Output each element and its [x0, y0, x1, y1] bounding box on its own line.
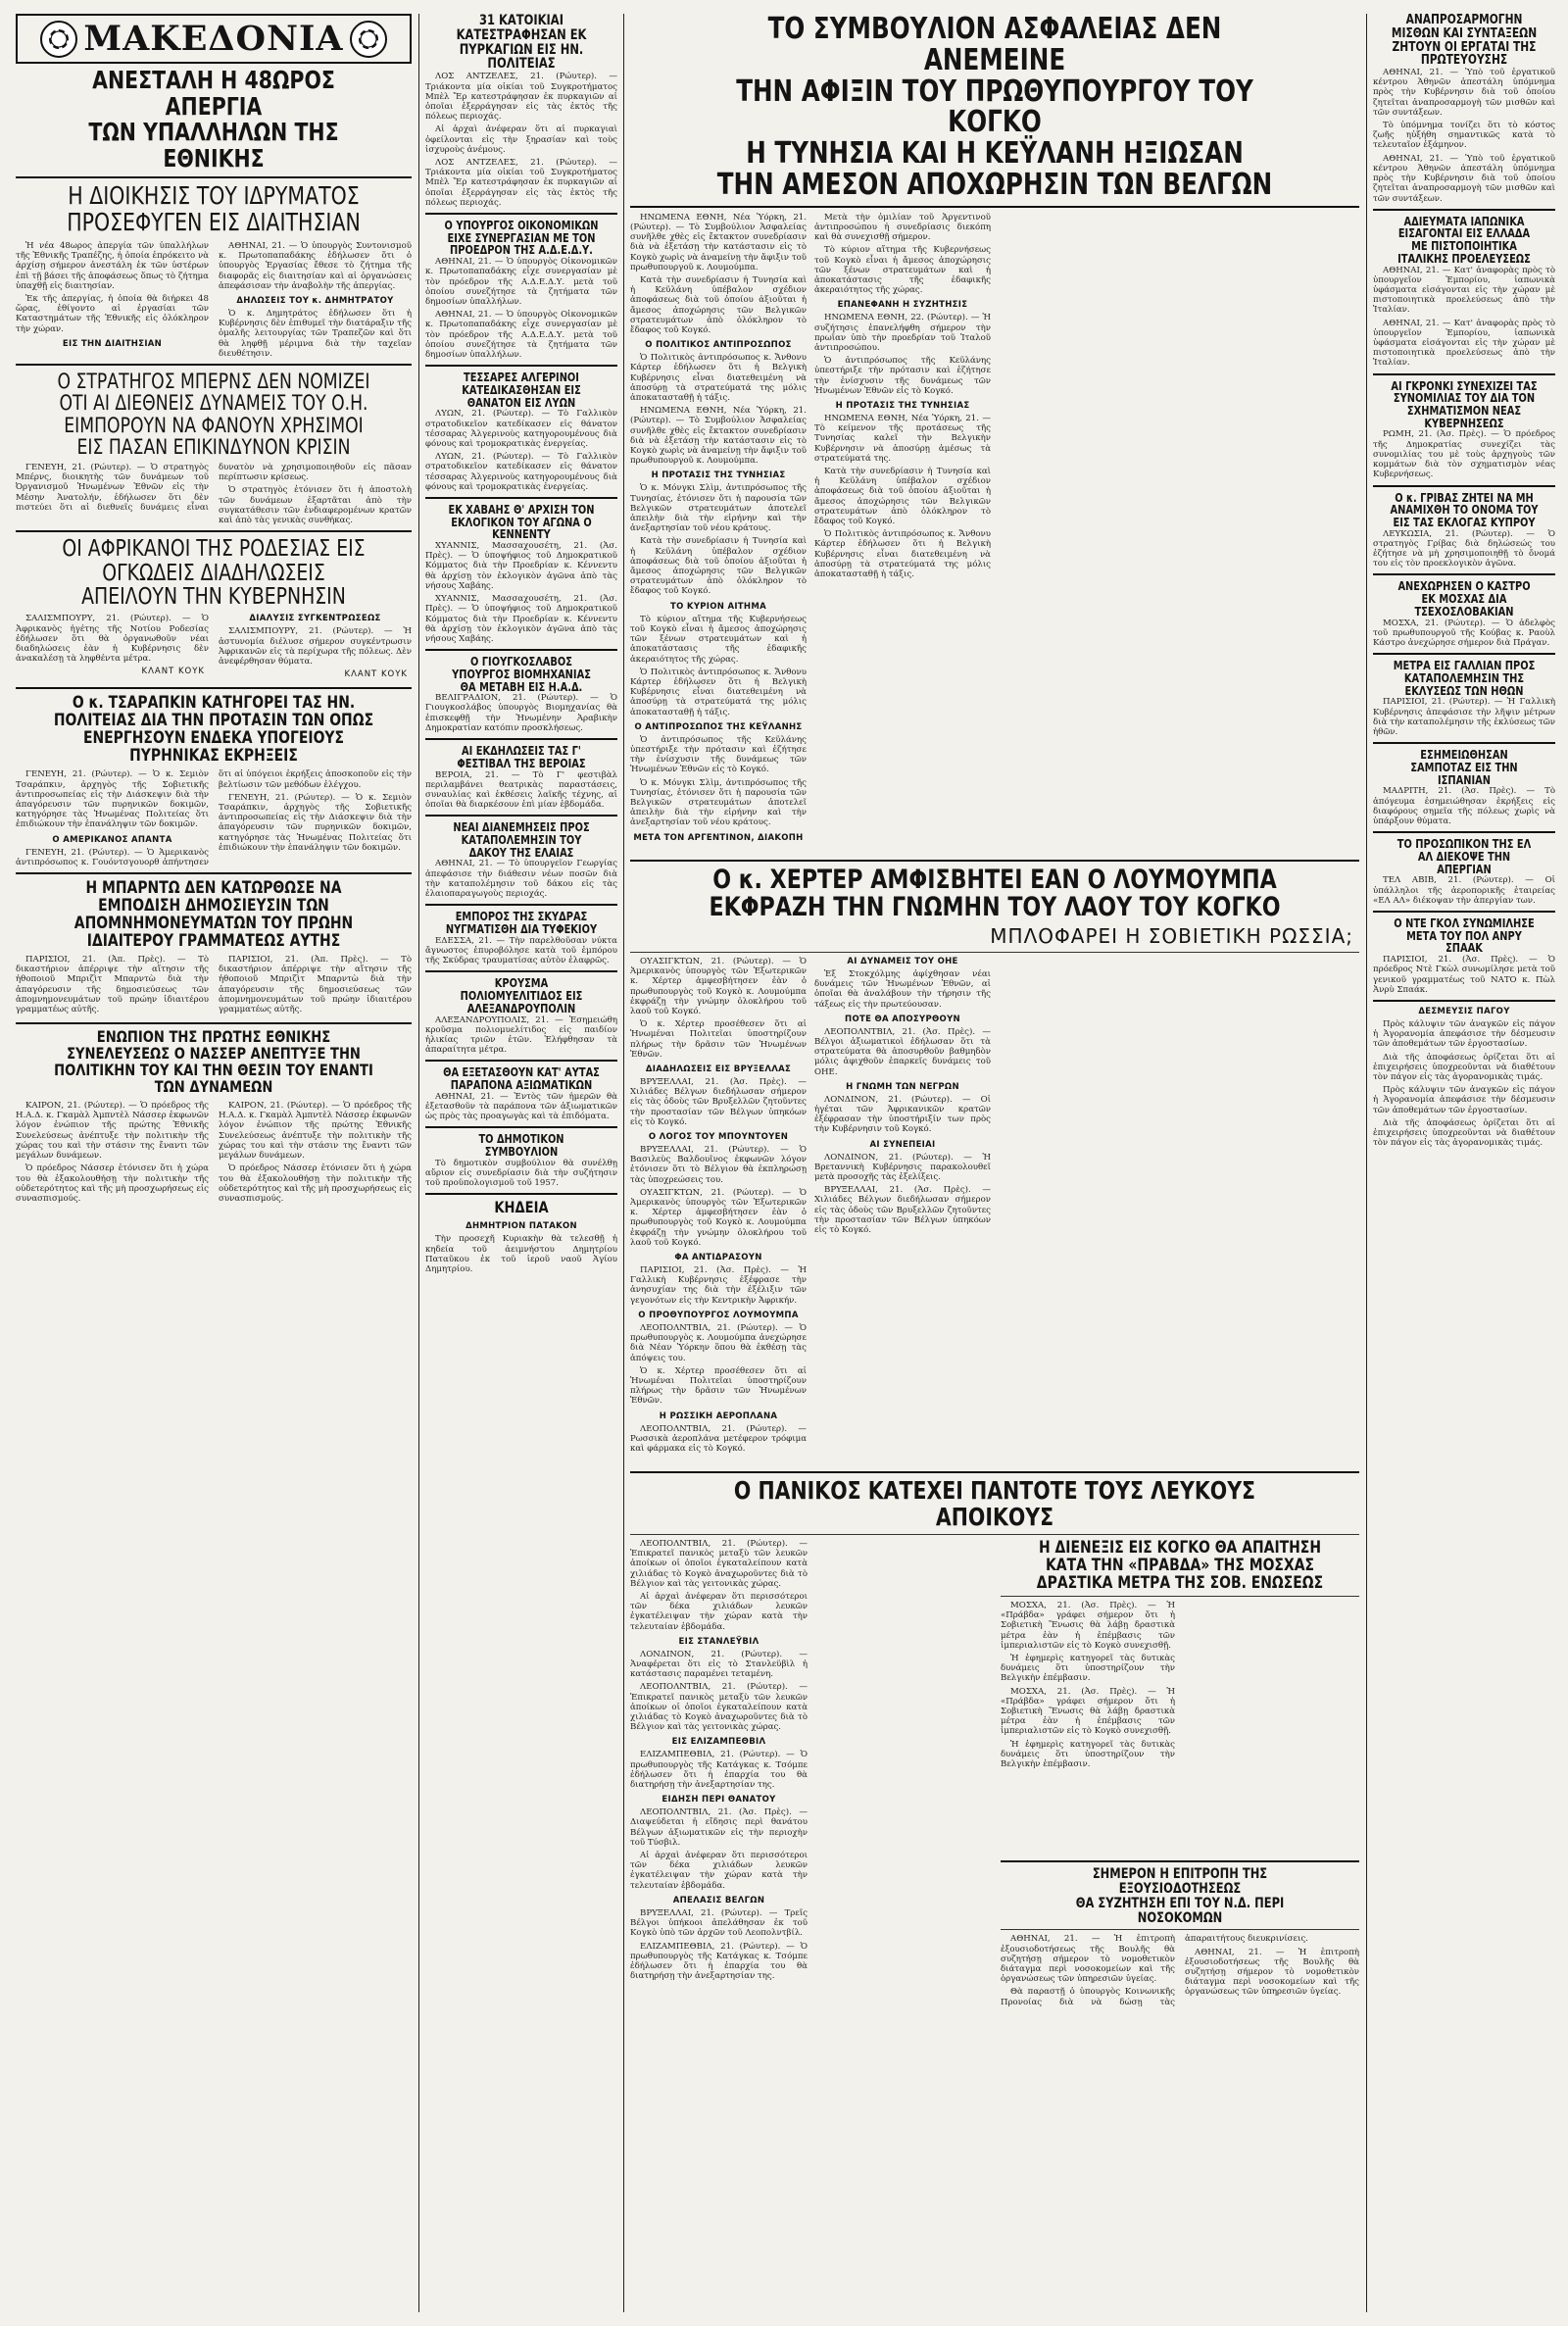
subheading: ΔΙΑΛΥΣΙΣ ΣΥΓΚΕΝΤΡΩΣΕΩΣ [249, 614, 381, 624]
headline: ΟΙ ΑΦΡΙΚΑΝΟΙ ΤΗΣ ΡΟΔΕΣΙΑΣ ΕΙΣ ΟΓΚΩΔΕΙΣ ΔΙΑΔΗΛΩΣΕΙΣ ΑΠΕΙΛΟΥΝ ΤΗΝ ΚΥΒΕΡΝΗΣΙΝ [62, 536, 366, 610]
subheading: ΔΗΛΩΣΕΙΣ ΤΟΥ κ. ΔΗΜΗΤΡΑΤΟΥ [236, 296, 394, 307]
paragraph: ΛΕΟΠΟΛΝΤΒΙΛ, 21. (Ρώυτερ). — Ἐπικρατεῖ πανικὸς μεταξὺ τῶν λευκῶν ἀποίκων οἱ ὁποῖοι ἐγκαταλείπουν κατὰ χιλιάδας τὸ Κογκὸ ἀναχωροῦντες διὰ τὸ Βέλγιον καὶ τὰς γειτονικὰς χώρας. [630, 1539, 808, 1589]
subheading: Ο ΛΟΓΟΣ ΤΟΥ ΜΠΟΥΝΤΟΥΕΝ [648, 1132, 789, 1143]
paragraph: ΑΘΗΝΑΙ, 21. — Ὁ ὑπουργὸς Οἰκονομικῶν κ. Πρωτοπαπαδάκης εἶχε συνεργασίαν μὲ τὸν πρόεδρον τῆς Α.Δ.Ε.Δ.Υ. μετὰ τοῦ ὁποίου συνεζήτησε τὰ ζητήματα τῶν δημοσίων ὑπαλλήλων. [425, 257, 617, 307]
article-body [16, 241, 412, 359]
paragraph: ΓΕΝΕΥΗ, 21. (Ρώυτερ). — Ὁ κ. Σεμιὸν Τσαράπκιν, ἀρχηγὸς τῆς Σοβιετικῆς ἀντιπροσωπείας εἰς τὴν Διάσκεψιν διὰ τὴν ἀπαγόρευσιν τῶν πυρηνικῶν δοκιμῶν, κατηγόρησε τὰς Ἡνωμένας Πολιτείας ὅτι ἐπιδιώκουν τὴν ἐπανάληψιν τῶν δοκιμῶν. [16, 769, 209, 830]
paragraph: ΛΟΝΔΙΝΟΝ, 21. (Ρώυτερ). — Ἡ Βρεταννικὴ Κυβέρνησις παρακολουθεῖ μετὰ προσοχῆς τὰς ἐξελίξεις. [814, 1152, 991, 1183]
headline-main: Η ΤΥΝΗΣΙΑ ΚΑΙ Η ΚΕΫΛΑΝΗ ΗΞΙΩΣΑΝ [746, 136, 1244, 172]
paragraph: ΓΕΝΕΥΗ, 21. (Ρώυτερ). — Ὁ κ. Σεμιὸν Τσαράπκιν, ἀρχηγὸς τῆς Σοβιετικῆς ἀντιπροσωπείας εἰς τὴν Διάσκεψιν διὰ τὴν ἀπαγόρευσιν τῶν πυρηνικῶν δοκιμῶν, κατηγόρησε τὰς Ἡνωμένας Πολιτείας ὅτι ἐπιδιώκουν τὴν ἐπανάληψιν τῶν δοκιμῶν. [219, 792, 412, 853]
paragraph: ΠΑΡΙΣΙΟΙ, 21. (Ἀπ. Πρὲς). — Τὸ δικαστήριον ἀπέρριψε τὴν αἴτησιν τῆς ἠθοποιοῦ Μπριζὶτ Μπαρντὼ διὰ τὴν ἀπαγόρευσιν τῆς δημοσιεύσεως τῶν ἀπομνημονευμάτων τοῦ πρώην ἰδιαιτέρου γραμματέως αὐτῆς. [16, 955, 209, 1015]
paragraph: ΗΝΩΜΕΝΑ ΕΘΝΗ, Νέα Ὑόρκη, 21. (Ρώυτερ). — Τὸ Συμβούλιον Ἀσφαλείας συνῆλθε χθὲς εἰς ἔκτακτον συνεδρίασιν διὰ νὰ ἐξετάσῃ τὴν κατάστασιν εἰς τὸ Κογκὸ χωρὶς νὰ ἀναμείνῃ τὴν ἄφιξιν τοῦ πρωθυπουργοῦ κ. Λουμούμπα. [630, 212, 807, 272]
headline: ΜΕΤΡΑ ΕΙΣ ΓΑΛΛΙΑΝ ΠΡΟΣ ΚΑΤΑΠΟΛΕΜΗΣΙΝ ΤΗΣ ΕΚΛΥΣΕΩΣ ΤΩΝ ΗΘΩΝ [1393, 659, 1536, 698]
paragraph: Ὁ πρόεδρος Νάσσερ ἐτόνισεν ὅτι ἡ χώρα του θὰ ἐξακολουθήσῃ τὴν πολιτικὴν τῆς οὐδετερότητος καὶ τῆς μὴ προσχωρήσεως εἰς συνασπισμούς. [16, 1163, 209, 1204]
paragraph: Ὁ ἀντιπρόσωπος τῆς Κεϋλάνης ὑπεστήριξε τὴν πρότασιν καὶ ἐζήτησε τὴν ἐνίσχυσιν τῆς δυνάμεως τῶν Ἡνωμένων Ἐθνῶν εἰς τὸ Κογκό. [814, 356, 991, 396]
paragraph: ΑΘΗΝΑΙ, 21. — Ὁ ὑπουργὸς Συντονισμοῦ κ. Πρωτοπαπαδάκης ἐδήλωσεν ὅτι ὁ ὑπουργὸς Ἐργασίας ἔθεσε τὸ ζήτημα τῆς διαφορᾶς εἰς διαιτησίαν καὶ αἱ ὀργανώσεις ἀπεφάσισαν τὴν ἀναβολὴν τῆς ἀπεργίας. [219, 241, 412, 291]
paragraph: Κατὰ τὴν συνεδρίασιν ἡ Τυνησία καὶ ἡ Κεϋλάνη ὑπέβαλον σχέδιον ἀποφάσεως διὰ τοῦ ὁποίου ἀξιοῦται ἡ ἄμεσος ἀποχώρησις τῶν Βελγικῶν στρατευμάτων ἀπὸ ὁλόκληρον τὸ ἔδαφος τοῦ Κογκό. [630, 275, 807, 336]
paragraph: ΛΕΟΠΟΛΝΤΒΙΛ, 21. (Ρώυτερ). — Ὁ πρωθυπουργὸς κ. Λουμούμπα ἀνεχώρησε διὰ Νέαν Ὑόρκην ὅπου θὰ ἐκθέσῃ τὰς ἀπόψεις του. [630, 1322, 807, 1363]
paragraph: ΒΡΥΞΕΛΛΑΙ, 21. (Ἀσ. Πρὲς). — Χιλιάδες Βέλγων διεδήλωσαν σήμερον εἰς τὰς ὁδοὺς τῶν Βρυξελλῶν ζητοῦντες τὴν προστασίαν τῶν Βέλγων ὑπηκόων εἰς τὸ Κογκό. [814, 1185, 991, 1236]
subheading: Ο ΠΟΛΙΤΙΚΟΣ ΑΝΤΙΠΡΟΣΩΠΟΣ [645, 340, 792, 351]
column-right [1373, 14, 1555, 2312]
subheading: ΕΙΣ ΤΗΝ ΔΙΑΙΤΗΣΙΑΝ [62, 338, 163, 349]
headline: ΘΑ ΣΥΖΗΤΗΣΗ ΕΠΙ ΤΟΥ Ν.Δ. ΠΕΡΙ ΝΟΣΟΚΟΜΩΝ [1075, 1895, 1285, 1926]
paragraph: Πρὸς κάλυψιν τῶν ἀναγκῶν εἰς πάγον ἡ Ἀγορανομία ἀπεφάσισε τὴν δέσμευσιν τῶν ἀποθεμάτων τῶν ἐργοστασίων. [1373, 1018, 1555, 1050]
paragraph: Ὁ κ. Χέρτερ προσέθεσεν ὅτι αἱ Ἡνωμέναι Πολιτεῖαι ὑποστηρίζουν πλήρως τὴν δρᾶσιν τῶν Ἡνωμένων Ἐθνῶν. [630, 1019, 807, 1060]
headline: Η ΜΠΑΡΝΤΩ ΔΕΝ ΚΑΤΩΡΘΩΣΕ ΝΑ ΕΜΠΟΔΙΣΗ ΔΗΜΟΣΙΕΥΣΙΝ ΤΩΝ ΑΠΟΜΝΗΜΟΝΕΥΜΑΤΩΝ ΤΟΥ ΠΡΩΗΝ ΙΔΙΑΙΤΕΡΟΥ ΓΡΑΜΜΑΤΕΩΣ ΑΥΤΗΣ [74, 877, 354, 952]
paragraph: ΜΟΣΧΑ, 21. (Ἀσ. Πρὲς). — Ἡ «Πράβδα» γράφει σήμερον ὅτι ἡ Σοβιετικὴ Ἕνωσις θὰ λάβῃ δραστικὰ μέτρα ἐὰν ἡ ἐπέμβασις τῶν ἰμπεριαλιστῶν εἰς τὸ Κογκὸ συνεχισθῇ. [1001, 1686, 1175, 1737]
subheading: ΕΠΑΝΕΦΑΝΗ Η ΣΥΖΗΤΗΣΙΣ [837, 300, 968, 311]
paragraph: Ὁ πρόεδρος Νάσσερ ἐτόνισεν ὅτι ἡ χώρα του θὰ ἐξακολουθήσῃ τὴν πολιτικὴν τῆς οὐδετερότητος καὶ τῆς μὴ προσχωρήσεως εἰς συνασπισμούς. [219, 1163, 412, 1204]
headline: ΕΝΩΠΙΟΝ ΤΗΣ ΠΡΩΤΗΣ ΕΘΝΙΚΗΣ ΣΥΝΕΛΕΥΣΕΩΣ Ο ΝΑΣΣΕΡ ΑΝΕΠΤΥΞΕ ΤΗΝ ΠΟΛΙΤΙΚΗΝ ΤΟΥ ΚΑΙ ΤΗΝ ΘΕΣΙΝ ΤΟΥ ΕΝΑΝΤΙ ΤΩΝ ΔΥΝΑΜΕΩΝ [54, 1027, 373, 1097]
headline-main: ΤΟ ΣΥΜΒΟΥΛΙΟΝ ΑΣΦΑΛΕΙΑΣ ΔΕΝ ΑΝΕΜΕΙΝΕ [767, 14, 1222, 77]
headline: Ο ΣΤΡΑΤΗΓΟΣ ΜΠΕΡΝΣ ΔΕΝ ΝΟΜΙΖΕΙ ΟΤΙ ΑΙ ΔΙΕΘΝΕΙΣ ΔΥΝΑΜΕΙΣ ΤΟΥ Ο.Η. ΕΙΜΠΟΡΟΥΝ ΝΑ ΦΑΝΟΥΝ ΧΡΗΣΙΜΟΙ ΕΙΣ ΠΑΣΑΝ ΕΠΙΚΙΝΔΥΝΟΝ ΚΡΙΣΙΝ [57, 370, 370, 459]
headline-main: ΤΗΝ ΑΦΙΞΙΝ ΤΟΥ ΠΡΩΘΥΠΟΥΡΓΟΥ ΤΟΥ ΚΟΓΚΟ [736, 74, 1253, 140]
article-body [16, 1101, 412, 1207]
headline: ΤΩΝ ΥΠΑΛΛΗΛΩΝ ΤΗΣ ΕΘΝΙΚΗΣ [88, 118, 339, 173]
subheading: ΔΗΜΗΤΡΙΟΝ ΠΑΤΑΚΟΝ [466, 1221, 577, 1232]
paragraph: ΠΑΡΙΣΙΟΙ, 21. (Ἀπ. Πρὲς). — Τὸ δικαστήριον ἀπέρριψε τὴν αἴτησιν τῆς ἠθοποιοῦ Μπριζὶτ Μπαρντὼ διὰ τὴν ἀπαγόρευσιν τῆς δημοσιεύσεως τῶν ἀπομνημονευμάτων τοῦ πρώην ἰδιαιτέρου γραμματέως αὐτῆς. [219, 955, 412, 1015]
paragraph: ΛΟΝΔΙΝΟΝ, 21. (Ρώυτερ). — Οἱ ἡγέται τῶν Ἀφρικανικῶν κρατῶν ἐξέφρασαν τὴν ὑποστήριξίν των πρὸς τὴν Κυβέρνησιν τοῦ Κογκό. [814, 1094, 991, 1135]
paragraph: ΗΝΩΜΕΝΑ ΕΘΝΗ, 22. (Ρώυτερ). — Ἡ συζήτησις ἐπανελήφθη σήμερον τὴν πρωΐαν ὑπὸ τὴν προεδρίαν τοῦ Ἰταλοῦ ἀντιπροσώπου. [814, 313, 991, 354]
byline: ΚΛΑΝΤ ΚΟΥΚ [344, 669, 408, 680]
paragraph: ΓΕΝΕΥΗ, 21. (Ρώυτερ). — Ὁ στρατηγὸς Μπέρνς, διοικητὴς τῶν δυνάμεων τοῦ Ὀργανισμοῦ Ἡνωμένων Ἐθνῶν εἰς τὴν Μέσην Ἀνατολήν, ἐδήλωσεν ὅτι δὲν πιστεύει ὅτι αἱ διεθνεῖς δυνάμεις εἶναι δυνατὸν νὰ χρησιμοποιηθοῦν εἰς πᾶσαν περίπτωσιν κρίσεως. [16, 463, 412, 513]
article-body [1001, 1934, 1359, 2006]
headline: ΕΚ ΧΑΒΑΗΣ Θ' ΑΡΧΙΣΗ ΤΟΝ ΕΚΛΟΓΙΚΟΝ ΤΟΥ ΑΓΩΝΑ Ο ΚΕΝΝΕΝΤΥ [448, 502, 595, 542]
paragraph: ΧΥΑΝΝΙΣ, Μασσαχουσέτη, 21. (Ἀσ. Πρὲς). — Ὁ ὑποψήφιος τοῦ Δημοκρατικοῦ Κόμματος διὰ τὴν Προεδρίαν κ. Κέννεντυ θὰ ἀρχίσῃ τὸν ἐκλογικὸν ἀγῶνα ἀπὸ τὰς νήσους Χαβάης. [425, 594, 617, 644]
sun-emblem-icon [350, 21, 387, 58]
paragraph: ΣΑΛΙΣΜΠΟΥΡΥ, 21. (Ρώυτερ). — Ὁ Ἀφρικανὸς ἡγέτης τῆς Νοτίου Ροδεσίας ἐδήλωσεν ὅτι θὰ ὀργανωθοῦν νέαι διαδηλώσεις ἐὰν ἡ Κυβέρνησις δὲν ἀνακαλέσῃ τὰ ληφθέντα μέτρα. [16, 614, 209, 665]
paragraph: Τὸ κύριον αἴτημα τῆς Κυβερνήσεως τοῦ Κογκὸ εἶναι ἡ ἄμεσος ἀποχώρησις τῶν ξένων στρατευμάτων καὶ ἡ ἀποκατάστασις τῆς ἐδαφικῆς ἀκεραιότητος τῆς χώρας. [814, 245, 991, 296]
paragraph: Διὰ τῆς ἀποφάσεως ὁρίζεται ὅτι αἱ ἐπιχειρήσεις ὑποχρεοῦνται νὰ διαθέτουν τὸν πάγον εἰς τὰς ἀγορανομικὰς τιμάς. [1373, 1052, 1555, 1082]
pravda-block [1001, 1539, 1359, 2205]
paragraph: ΛΕΟΠΟΛΝΤΒΙΛ, 21. (Ρώυτερ). — Ἐπικρατεῖ πανικὸς μεταξὺ τῶν λευκῶν ἀποίκων οἱ ὁποῖοι ἐγκαταλείπουν κατὰ χιλιάδας τὸ Κογκὸ ἀναχωροῦντες διὰ τὸ Βέλγιον καὶ τὰς γειτονικὰς χώρας. [630, 1682, 808, 1733]
paragraph: Πρὸς κάλυψιν τῶν ἀναγκῶν εἰς πάγον ἡ Ἀγορανομία ἀπεφάσισε τὴν δέσμευσιν τῶν ἀποθεμάτων τῶν ἐργοστασίων. [1373, 1085, 1555, 1115]
subheading: Η ΓΝΩΜΗ ΤΩΝ ΝΕΓΡΩΝ [846, 1081, 959, 1092]
paragraph: ΟΥΑΣΙΓΚΤΩΝ, 21. (Ρώυτερ). — Ὁ Ἀμερικανὸς ὑπουργὸς τῶν Ἐξωτερικῶν κ. Χέρτερ ἀμφεσβήτησεν ἐὰν ὁ πρωθυπουργὸς τοῦ Κογκὸ κ. Λουμούμπα ἐκφράζῃ τὴν γνώμην ὁλοκλήρου τοῦ λαοῦ τοῦ Κογκό. [630, 957, 807, 1017]
paragraph: ΑΘΗΝΑΙ, 21. — Ἡ ἐπιτροπὴ ἐξουσιοδοτήσεως τῆς Βουλῆς θὰ συζητήσῃ σήμερον τὸ νομοθετικὸν διάταγμα περὶ νοσοκομείων καὶ τῆς ὀργανώσεως τῶν ὑπηρεσιῶν ὑγείας. [1001, 1934, 1175, 1985]
paragraph: Ὁ στρατηγὸς ἐτόνισεν ὅτι ἡ ἀποστολὴ τῶν δυνάμεων ἐξαρτᾶται ἀπὸ τὴν συγκατάθεσιν τῶν ἐνδιαφερομένων κρατῶν καὶ ἀπὸ τὰς γενικὰς συνθήκας. [219, 485, 412, 526]
subheading: ΔΙΑΔΗΛΩΣΕΙΣ ΕΙΣ ΒΡΥΞΕΛΛΑΣ [645, 1064, 792, 1075]
sun-emblem-icon [40, 21, 77, 58]
paragraph: ΒΕΡΟΙΑ, 21. — Τὸ Γ' φεστιβὰλ περιλαμβάνει θεατρικὰς παραστάσεις, συναυλίας καὶ ἐκθέσεις λαϊκῆς τέχνης, αἱ ὁποῖαι θὰ διαρκέσουν ἐπὶ μίαν ἑβδομάδα. [425, 769, 617, 811]
article-body [630, 957, 1359, 1466]
paragraph: Αἱ ἀρχαὶ ἀνέφεραν ὅτι περισσότεροι τῶν δέκα χιλιάδων λευκῶν ἐγκατέλειψαν τὴν χώραν κατὰ τὴν τελευταίαν ἑβδομάδα. [630, 1592, 808, 1632]
subheading: ΕΙΣ ΣΤΑΝΛΕΫΒΙΛ [678, 1636, 760, 1647]
paragraph: ΜΟΣΧΑ, 21. (Ρώυτερ). — Ὁ ἀδελφὸς τοῦ πρωθυπουργοῦ τῆς Κούβας κ. Ραοὺλ Κάστρο ἀνεχώρησε σήμερον διὰ Πράγαν. [1373, 618, 1555, 649]
article-body [630, 213, 1359, 855]
article-body [16, 769, 412, 867]
subheading: ΠΟΤΕ ΘΑ ΑΠΟΣΥΡΘΟΥΝ [845, 1014, 960, 1024]
paragraph: ΛΕΟΠΟΛΝΤΒΙΛ, 21. (Ρώυτερ). — Ρωσσικὰ ἀεροπλάνα μετέφερον τρόφιμα καὶ φάρμακα εἰς τὸ Κογκό. [630, 1423, 807, 1454]
paragraph: Μετὰ τὴν ὁμιλίαν τοῦ Ἀργεντινοῦ ἀντιπροσώπου ἡ συνεδρίασις διεκόπη καὶ θὰ συνεχισθῇ σήμερον. [814, 212, 991, 243]
paragraph: ΠΑΡΙΣΙΟΙ, 21. (Ρώυτερ). — Ἡ Γαλλικὴ Κυβέρνησις ἀπεφάσισε τὴν λῆψιν μέτρων διὰ τὴν καταπολέμησιν τῆς ἐκλύσεως τῶν ἠθῶν. [1373, 697, 1555, 737]
headline: ΠΡΟΣΕΦΥΓΕΝ ΕΙΣ ΔΙΑΙΤΗΣΙΑΝ [67, 207, 361, 236]
paragraph: ΛΕΟΠΟΛΝΤΒΙΛ, 21. (Ἀσ. Πρὲς). — Διαψεύδεται ἡ εἴδησις περὶ θανάτου Βέλγων ἀξιωματικῶν εἰς τὴν περιοχὴν τοῦ Τύσβιλ. [630, 1807, 808, 1848]
paragraph: ΕΛΙΖΑΜΠΕΘΒΙΛ, 21. (Ρώυτερ). — Ὁ πρωθυπουργὸς τῆς Κατάγκας κ. Τσόμπε ἐδήλωσεν ὅτι ἡ ἐπαρχία του θὰ διατηρήσῃ τὴν ἀνεξαρτησίαν της. [630, 1941, 808, 1982]
paragraph: ΤΕΛ ΑΒΙΒ, 21. (Ρώυτερ). — Οἱ ὑπάλληλοι τῆς ἀεροπορικῆς ἑταιρείας «ΕΛ ΑΛ» διέκοψαν τὴν ἀπεργίαν των. [1373, 875, 1555, 906]
headline: ΘΑ ΕΞΕΤΑΣΘΟΥΝ ΚΑΤ' ΑΥΤΑΣ ΠΑΡΑΠΟΝΑ ΑΞΙΩΜΑΤΙΚΩΝ [443, 1065, 600, 1093]
paragraph: Ὁ Πολιτικὸς ἀντιπρόσωπος κ. Ἄνθονυ Κάρτερ ἐδήλωσεν ὅτι ἡ Βελγικὴ Κυβέρνησις εἶναι διατεθειμένη νὰ ἀποσύρῃ τὰ στρατεύματά της μόλις ἀποκατασταθῇ ἡ τάξις. [630, 353, 807, 404]
paragraph: ΑΘΗΝΑΙ, 21. — Τὸ ὑπουργεῖον Γεωργίας ἀπεφάσισε τὴν διάθεσιν νέων ποσῶν διὰ τὴν καταπολέμησιν τοῦ δάκου εἰς τὰς ἐλαιοπαραγωγοὺς περιοχάς. [425, 859, 617, 900]
headline: ΣΗΜΕΡΟΝ Η ΕΠΙΤΡΟΠΗ ΤΗΣ ΕΞΟΥΣΙΟΔΟΤΗΣΕΩΣ [1092, 1866, 1268, 1897]
subheading: Ο ΠΡΟΘΥΠΟΥΡΓΟΣ ΛΟΥΜΟΥΜΠΑ [638, 1310, 799, 1320]
paragraph: Τὴν προσεχῆ Κυριακὴν θὰ τελεσθῇ ἡ κηδεία τοῦ ἀειμνήστου Δημητρίου Παταῦκου ἐκ τοῦ ἱεροῦ ναοῦ Ἁγίου Δημητρίου. [425, 1234, 617, 1274]
paragraph: ΑΘΗΝΑΙ, 21. — Κατ' ἀναφορὰς πρὸς τὸ ὑπουργεῖον Ἐμπορίου, ἰαπωνικὰ ὑφάσματα εἰσάγονται εἰς τὴν χώραν μὲ πιστοποιητικὰ προελεύσεως ἀπὸ τὴν Ἰταλίαν. [1373, 265, 1555, 316]
paragraph: Ὁ κ. Μόνγκι Σλὶμ, ἀντιπρόσωπος τῆς Τυνησίας, ἐτόνισεν ὅτι ἡ παρουσία τῶν Βελγικῶν στρατευμάτων ἀποτελεῖ ἀπειλὴν διὰ τὴν εἰρήνην καὶ τὴν ἀνεξαρτησίαν τοῦ νέου κράτους. [630, 777, 807, 828]
paragraph: ΕΛΙΖΑΜΠΕΘΒΙΛ, 21. (Ρώυτερ). — Ὁ πρωθυπουργὸς τῆς Κατάγκας κ. Τσόμπε ἐδήλωσεν ὅτι ἡ ἐπαρχία του θὰ διατηρήσῃ τὴν ἀνεξαρτησίαν της. [630, 1750, 808, 1791]
paragraph: ΡΩΜΗ, 21. (Ἀσ. Πρὲς). — Ὁ πρόεδρος τῆς Δημοκρατίας συνεχίζει τὰς συνομιλίας του μὲ τοὺς ἀρχηγοὺς τῶν κομμάτων διὰ τὸν σχηματισμὸν νέας Κυβερνήσεως. [1373, 429, 1555, 480]
paragraph: ΛΟΣ ΑΝΤΖΕΛΕΣ, 21. (Ρώυτερ). — Τριάκοντα μία οἰκίαι τοῦ Συγκροτήματος Μπὲλ Ἔρ κατεστράφησαν ἐκ πυρκαγιῶν αἱ ὁποῖαι ἐξερράγησαν εἰς τὰς ἐκτὸς τῆς πόλεως περιοχάς. [425, 72, 617, 123]
paragraph: Ὁ Πολιτικὸς ἀντιπρόσωπος κ. Ἄνθονυ Κάρτερ ἐδήλωσεν ὅτι ἡ Βελγικὴ Κυβέρνησις εἶναι διατεθειμένη νὰ ἀποσύρῃ τὰ στρατεύματά της μόλις ἀποκατασταθῇ ἡ τάξις. [630, 667, 807, 718]
headline: Η ΔΙΟΙΚΗΣΙΣ ΤΟΥ ΙΔΡΥΜΑΤΟΣ [68, 181, 360, 210]
paragraph: Τὸ δημοτικὸν συμβούλιον θὰ συνέλθῃ αὔριον εἰς συνεδρίασιν διὰ τὴν συζήτησιν τοῦ προϋπολογισμοῦ τοῦ 1957. [425, 1158, 617, 1189]
column-second [425, 14, 617, 2312]
headline: ΤΕΣΣΑΡΕΣ ΑΛΓΕΡΙΝΟΙ ΚΑΤΕΔΙΚΑΣΘΗΣΑΝ ΕΙΣ ΘΑΝΑΤΟΝ ΕΙΣ ΛΥΩΝ [462, 371, 581, 410]
paragraph: ΑΛΕΞΑΝΔΡΟΥΠΟΛΙΣ, 21. — Ἐσημειώθη κροῦσμα πολιομυελίτιδος εἰς παιδίον ἡλικίας τριῶν ἐτῶν. Ἐλήφθησαν τὰ ἀπαραίτητα μέτρα. [425, 1015, 617, 1056]
paragraph: Κατὰ τὴν συνεδρίασιν ἡ Τυνησία καὶ ἡ Κεϋλάνη ὑπέβαλον σχέδιον ἀποφάσεως διὰ τοῦ ὁποίου ἀξιοῦται ἡ ἄμεσος ἀποχώρησις τῶν Βελγικῶν στρατευμάτων ἀπὸ ὁλόκληρον τὸ ἔδαφος τοῦ Κογκό. [814, 467, 991, 527]
headline: Ο ΥΠΟΥΡΓΟΣ ΟΙΚΟΝΟΜΙΚΩΝ ΕΙΧΕ ΣΥΝΕΡΓΑΣΙΑΝ ΜΕ ΤΟΝ ΠΡΟΕΔΡΟΝ ΤΗΣ Α.Δ.Ε.Δ.Υ. [444, 218, 599, 258]
article-body [630, 1539, 993, 2205]
headline: Ο ΝΤΕ ΓΚΟΛ ΣΥΝΩΜΙΛΗΣΕ ΜΕΤΑ ΤΟΥ ΠΟΛ ΑΝΡΥ ΣΠΑΑΚ [1394, 916, 1535, 956]
headline: ΑΝΑΠΡΟΣΑΡΜΟΓΗΝ ΜΙΣΘΩΝ ΚΑΙ ΣΥΝΤΑΞΕΩΝ ΖΗΤΟΥΝ ΟΙ ΕΡΓΑΤΑΙ ΤΗΣ ΠΡΩΤΕΥΟΥΣΗΣ [1391, 14, 1538, 69]
paragraph: ΛΕΥΚΩΣΙΑ, 21. (Ρώυτερ). — Ὁ στρατηγὸς Γρίβας διὰ δηλώσεώς του ἐζήτησε νὰ μὴ χρησιμοποιηθῇ τὸ ὄνομά του εἰς τὸν προεκλογικὸν ἀγῶνα. [1373, 528, 1555, 569]
paragraph: ΑΘΗΝΑΙ, 21. — Ὑπὸ τοῦ ἐργατικοῦ κέντρου Ἀθηνῶν ἀπεστάλη ὑπόμνημα πρὸς τὴν Κυβέρνησιν διὰ τοῦ ὁποίου ζητεῖται ἀναπροσαρμογὴ τῶν μισθῶν καὶ τῶν συντάξεων. [1373, 153, 1555, 204]
subheading: ΑΙ ΣΥΝΕΠΕΙΑΙ [869, 1139, 936, 1150]
headline-main: ΤΗΝ ΑΜΕΣΟΝ ΑΠΟΧΩΡΗΣΙΝ ΤΩΝ ΒΕΛΓΩΝ [716, 167, 1273, 202]
headline: ΕΣΗΜΕΙΩΘΗΣΑΝ ΣΑΜΠΟΤΑΖ ΕΙΣ ΤΗΝ ΙΣΠΑΝΙΑΝ [1410, 748, 1518, 787]
subheading: ΑΠΕΛΑΣΙΣ ΒΕΛΓΩΝ [672, 1895, 765, 1905]
headline: ΔΡΑΣΤΙΚΑ ΜΕΤΡΑ ΤΗΣ ΣΟΒ. ΕΝΩΣΕΩΣ [1036, 1573, 1324, 1594]
paragraph: Θὰ παραστῇ ὁ ὑπουργὸς Κοινωνικῆς Προνοίας διὰ νὰ δώσῃ τὰς ἀπαραιτήτους διευκρινίσεις. [1001, 1934, 1308, 2007]
masthead [16, 14, 412, 64]
headline: ΚΗΔΕΙΑ [494, 1198, 549, 1217]
paragraph: Ἡ νέα 48ωρος ἀπεργία τῶν ὑπαλλήλων τῆς Ἐθνικῆς Τραπέζης, ἡ ὁποία ἐπρόκειτο νὰ ἀρχίσῃ σήμερον ἀνεστάλη ἐκ τῶν ὑστέρων ἐπὶ τῇ βάσει τῆς ἀποφάσεως ὅπως τὸ ζήτημα ὑπαχθῇ εἰς διαιτησίαν. [16, 241, 209, 291]
paragraph: ΒΡΥΞΕΛΛΑΙ, 21. (Ρώυτερ). — Ὁ Βασιλεὺς Βαλδουῖνος ἐκφωνῶν λόγον ἐτόνισεν ὅτι τὸ Βέλγιον θὰ ἐκπληρώσῃ τὰς ὑποχρεώσεις του. [630, 1145, 807, 1185]
paragraph: Ὁ κ. Δημητράτος ἐδήλωσεν ὅτι ἡ Κυβέρνησις δὲν ἐπιθυμεῖ τὴν διατάραξιν τῆς ὁμαλῆς λειτουργίας τῶν Τραπεζῶν καὶ ὅτι θὰ ληφθῇ μέριμνα διὰ τὴν ταχεῖαν διευθέτησιν. [219, 309, 412, 359]
headline: ΑΙ ΕΚΔΗΛΩΣΕΙΣ ΤΑΣ Γ' ΦΕΣΤΙΒΑΛ ΤΗΣ ΒΕΡΟΙΑΣ [457, 744, 586, 770]
headline: ΤΟ ΠΡΟΣΩΠΙΚΟΝ ΤΗΣ ΕΛ ΑΛ ΔΙΕΚΟΨΕ ΤΗΝ ΑΠΕΡΓΙΑΝ [1396, 837, 1532, 876]
subheading: ΑΙ ΔΥΝΑΜΕΙΣ ΤΟΥ ΟΗΕ [847, 957, 958, 966]
article-body [16, 955, 412, 1017]
subheading: ΕΙΔΗΣΗ ΠΕΡΙ ΘΑΝΑΤΟΥ [662, 1795, 776, 1806]
paragraph: Αἱ ἀρχαὶ ἀνέφεραν ὅτι περισσότεροι τῶν δέκα χιλιάδων λευκῶν ἐγκατέλειψαν τὴν χώραν κατὰ τὴν τελευταίαν ἑβδομάδα. [630, 1851, 808, 1891]
paragraph: Αἱ ἀρχαὶ ἀνέφεραν ὅτι αἱ πυρκαγιαὶ ὀφείλονται εἰς τὴν ξηρασίαν καὶ τοὺς ἰσχυροὺς ἀνέμους. [425, 124, 617, 155]
paragraph: Ἡ ἐφημερὶς κατηγορεῖ τὰς δυτικὰς δυνάμεις ὅτι ὑποστηρίζουν τὴν Βελγικὴν ἐπέμβασιν. [1001, 1739, 1175, 1770]
article-body [16, 614, 412, 682]
paragraph: ΑΘΗΝΑΙ, 21. — Ἐντὸς τῶν ἡμερῶν θὰ ἐξετασθοῦν τὰ παράπονα τῶν ἀξιωματικῶν ὡς πρὸς τὰς προαγωγὰς καὶ τὰ ἐπιδόματα. [425, 1091, 617, 1122]
headline: Ο κ. ΤΣΑΡΑΠΚΙΝ ΚΑΤΗΓΟΡΕΙ ΤΑΣ ΗΝ. ΠΟΛΙΤΕΙΑΣ ΔΙΑ ΤΗΝ ΠΡΟΤΑΣΙΝ ΤΩΝ ΟΠΩΣ ΕΝΕΡΓΗΣΟΥΝ ΕΝΔΕΚΑ ΥΠΟΓΕΙΟΥΣ ΠΥΡΗΝΙΚΑΣ ΕΚΡΗΞΕΙΣ [53, 693, 374, 767]
paragraph: ΛΟΝΔΙΝΟΝ, 21. (Ρώυτερ). — Ἀναφέρεται ὅτι εἰς τὸ Στανλεϋβὶλ ἡ κατάστασις παραμένει τεταμένη. [630, 1649, 808, 1680]
paragraph: Ὁ κ. Μόνγκι Σλὶμ, ἀντιπρόσωπος τῆς Τυνησίας, ἐτόνισεν ὅτι ἡ παρουσία τῶν Βελγικῶν στρατευμάτων ἀποτελεῖ ἀπειλὴν διὰ τὴν εἰρήνην καὶ τὴν ἀνεξαρτησίαν τοῦ νέου κράτους. [630, 483, 807, 534]
paragraph: Κατὰ τὴν συνεδρίασιν ἡ Τυνησία καὶ ἡ Κεϋλάνη ὑπέβαλον σχέδιον ἀποφάσεως διὰ τοῦ ὁποίου ἀξιοῦται ἡ ἄμεσος ἀποχώρησις τῶν Βελγικῶν στρατευμάτων ἀπὸ ὁλόκληρον τὸ ἔδαφος τοῦ Κογκό. [630, 536, 807, 597]
paragraph: ΑΘΗΝΑΙ, 21. — Ὑπὸ τοῦ ἐργατικοῦ κέντρου Ἀθηνῶν ἀπεστάλη ὑπόμνημα πρὸς τὴν Κυβέρνησιν διὰ τοῦ ὁποίου ζητεῖται ἀναπροσαρμογὴ τῶν μισθῶν καὶ τῶν συντάξεων. [1373, 68, 1555, 118]
paragraph: Διὰ τῆς ἀποφάσεως ὁρίζεται ὅτι αἱ ἐπιχειρήσεις ὑποχρεοῦνται νὰ διαθέτουν τὸν πάγον εἰς τὰς ἀγορανομικὰς τιμάς. [1373, 1117, 1555, 1149]
headline-secondary: ΕΚΦΡΑΖΗ ΤΗΝ ΓΝΩΜΗΝ ΤΟΥ ΛΑΟΥ ΤΟΥ ΚΟΓΚΟ [709, 892, 1281, 923]
paragraph: Ὁ Πολιτικὸς ἀντιπρόσωπος κ. Ἄνθονυ Κάρτερ ἐδήλωσεν ὅτι ἡ Βελγικὴ Κυβέρνησις εἶναι διατεθειμένη νὰ ἀποσύρῃ τὰ στρατεύματά της μόλις ἀποκατασταθῇ ἡ τάξις. [814, 529, 991, 580]
paragraph: Ὁ κ. Χέρτερ προσέθεσεν ὅτι αἱ Ἡνωμέναι Πολιτεῖαι ὑποστηρίζουν πλήρως τὴν δρᾶσιν τῶν Ἡνωμένων Ἐθνῶν. [630, 1365, 807, 1407]
paragraph: ΑΘΗΝΑΙ, 21. — Ἡ ἐπιτροπὴ ἐξουσιοδοτήσεως τῆς Βουλῆς θὰ συζητήσῃ σήμερον τὸ νομοθετικὸν διάταγμα περὶ νοσοκομείων καὶ τῆς ὀργανώσεως τῶν ὑπηρεσιῶν ὑγείας. [1185, 1947, 1359, 1998]
paragraph: ΣΑΛΙΣΜΠΟΥΡΥ, 21. (Ρώυτερ). — Ἡ ἀστυνομία διέλυσε σήμερον συγκέντρωσιν Ἀφρικανῶν εἰς τὰ περίχωρα τῆς πόλεως. Δὲν ἀνεφέρθησαν θύματα. [219, 626, 412, 667]
paragraph: Ἐξ Στοκχόλμης ἀφίχθησαν νέαι δυνάμεις τῶν Ἡνωμένων Ἐθνῶν, αἱ ὁποῖαι θὰ ἀναλάβουν τὴν τήρησιν τῆς τάξεως εἰς τὴν πρωτεύουσαν. [814, 969, 991, 1010]
paragraph: ΓΕΝΕΥΗ, 21. (Ρώυτερ). — Ὁ Ἀμερικανὸς ἀντιπρόσωπος κ. Γουόντσγουορθ ἀπήντησεν ὅτι αἱ ὑπόγειοι ἐκρήξεις ἀποσκοποῦν εἰς τὴν βελτίωσιν τῶν μεθόδων ἐλέγχου. [16, 769, 412, 867]
paragraph: ΠΑΡΙΣΙΟΙ, 21. (Ἀσ. Πρὲς). — Ὁ πρόεδρος Ντὲ Γκὼλ συνωμίλησε μετὰ τοῦ γενικοῦ γραμματέως τοῦ ΝΑΤΟ κ. Πὼλ Ἀνρὺ Σπαάκ. [1373, 955, 1555, 995]
headline: ΑΔΙΕΥΜΑΤΑ ΙΑΠΩΝΙΚΑ ΕΙΣΑΓΟΝΤΑΙ ΕΙΣ ΕΛΛΑΔΑ ΜΕ ΠΙΣΤΟΠΟΙΗΤΙΚΑ ΙΤΑΛΙΚΗΣ ΠΡΟΕΛΕΥΣΕΩΣ [1397, 214, 1531, 266]
paragraph: ΗΝΩΜΕΝΑ ΕΘΝΗ, Νέα Ὑόρκη, 21. — Τὸ κείμενον τῆς προτάσεως τῆς Τυνησίας καλεῖ τὴν Βελγικὴν Κυβέρνησιν νὰ ἀποσύρῃ ἀμέσως τὰ στρατεύματά της. [814, 414, 991, 464]
paragraph: ΛΥΩΝ, 21. (Ρώυτερ). — Τὸ Γαλλικὸν στρατοδικεῖον κατεδίκασεν εἰς θάνατον τέσσαρας Ἀλγερινοὺς κατηγορουμένους διὰ φόνους καὶ τρομοκρατικὰς ἐνεργείας. [425, 409, 617, 449]
headline: ΕΜΠΟΡΟΣ ΤΗΣ ΣΚΥΔΡΑΣ ΝΥΓΜΑΤΙΣΘΗ ΔΙΑ ΤΥΦΕΚΙΟΥ [445, 910, 598, 937]
subheading: Η ΠΡΟΤΑΣΙΣ ΤΗΣ ΤΥΝΗΣΙΑΣ [835, 401, 970, 412]
paragraph: ΕΔΕΣΣΑ, 21. — Τὴν παρελθοῦσαν νύκτα ἄγνωστος ἐπυροβόλησε κατὰ τοῦ ἐμπόρου τῆς Σκύδρας τραυματίσας αὐτὸν ἐλαφρῶς. [425, 935, 617, 966]
subheading: ΤΟ ΚΥΡΙΟΝ ΑΙΤΗΜΑ [670, 601, 766, 612]
headline-kicker: ΜΠΛΟΦΑΡΕΙ Η ΣΟΒΙΕΤΙΚΗ ΡΩΣΣΙΑ; [990, 924, 1353, 948]
headline: ΑΝΕΣΤΑΛΗ Η 48ΩΡΟΣ ΑΠΕΡΓΙΑ [92, 66, 335, 121]
paragraph: ΒΡΥΞΕΛΛΑΙ, 21. (Ρώυτερ). — Τρεῖς Βέλγοι ὑπήκοοι ἀπελάθησαν ἐκ τοῦ Κογκὸ ὑπὸ τῶν ἀρχῶν τοῦ Λεοπολντβίλ. [630, 1907, 808, 1939]
paragraph: ΑΘΗΝΑΙ, 21. — Κατ' ἀναφορὰς πρὸς τὸ ὑπουργεῖον Ἐμπορίου, ἰαπωνικὰ ὑφάσματα εἰσάγονται εἰς τὴν χώραν μὲ πιστοποιητικὰ προελεύσεως ἀπὸ τὴν Ἰταλίαν. [1373, 318, 1555, 369]
headline: ΚΡΟΥΣΜΑ ΠΟΛΙΟΜΥΕΛΙΤΙΔΟΣ ΕΙΣ ΑΛΕΞΑΝΔΡΟΥΠΟΛΙΝ [460, 976, 583, 1015]
subheading: ΔΕΣΜΕΥΣΙΣ ΠΑΓΟΥ [1418, 1006, 1510, 1016]
article-body [1001, 1601, 1359, 1856]
subheading: Ο ΑΜΕΡΙΚΑΝΟΣ ΑΠΑΝΤΑ [52, 834, 172, 845]
headline: 31 ΚΑΤΟΙΚΙΑΙ ΚΑΤΕΣΤΡΑΦΗΣΑΝ ΕΚ ΠΥΡΚΑΓΙΩΝ ΕΙΣ ΗΝ. ΠΟΛΙΤΕΙΑΣ [456, 14, 587, 73]
paragraph: ΛΕΟΠΟΛΝΤΒΙΛ, 21. (Ἀσ. Πρὲς). — Βέλγοι ἀξιωματικοὶ ἐδήλωσαν ὅτι τὰ στρατεύματα θὰ ἀποσυρθοῦν βαθμηδὸν μόλις ἀφιχθοῦν ἐπαρκεῖς δυνάμεις τοῦ ΟΗΕ. [814, 1026, 991, 1077]
paragraph: ΑΘΗΝΑΙ, 21. — Ὁ ὑπουργὸς Οἰκονομικῶν κ. Πρωτοπαπαδάκης εἶχε συνεργασίαν μὲ τὸν πρόεδρον τῆς Α.Δ.Ε.Δ.Υ. μετὰ τοῦ ὁποίου συνεζήτησε τὰ ζητήματα τῶν δημοσίων ὑπαλλήλων. [425, 310, 617, 360]
paragraph: ΛΥΩΝ, 21. (Ρώυτερ). — Τὸ Γαλλικὸν στρατοδικεῖον κατεδίκασεν εἰς θάνατον τέσσαρας Ἀλγερινοὺς κατηγορουμένους διὰ φόνους καὶ τρομοκρατικὰς ἐνεργείας. [425, 452, 617, 492]
article-body [16, 463, 412, 525]
headline: Ο κ. ΓΡΙΒΑΣ ΖΗΤΕΙ ΝΑ ΜΗ ΑΝΑΜΙΧΘΗ ΤΟ ΟΝΟΜΑ ΤΟΥ ΕΙΣ ΤΑΣ ΕΚΛΟΓΑΣ ΚΥΠΡΟΥ [1390, 490, 1539, 529]
paragraph: ΜΟΣΧΑ, 21. (Ἀσ. Πρὲς). — Ἡ «Πράβδα» γράφει σήμερον ὅτι ἡ Σοβιετικὴ Ἕνωσις θὰ λάβῃ δραστικὰ μέτρα ἐὰν ἡ ἐπέμβασις τῶν ἰμπεριαλιστῶν εἰς τὸ Κογκὸ συνεχισθῇ. [1001, 1601, 1175, 1651]
paragraph: ΗΝΩΜΕΝΑ ΕΘΝΗ, Νέα Ὑόρκη, 21. (Ρώυτερ). — Τὸ Συμβούλιον Ἀσφαλείας συνῆλθε χθὲς εἰς ἔκτακτον συνεδρίασιν διὰ νὰ ἐξετάσῃ τὴν κατάστασιν εἰς τὸ Κογκὸ χωρὶς νὰ ἀναμείνῃ τὴν ἄφιξιν τοῦ πρωθυπουργοῦ κ. Λουμούμπα. [630, 406, 807, 467]
subheading: ΜΕΤΑ ΤΟΝ ΑΡΓΕΝΤΙΝΟΝ, ΔΙΑΚΟΠΗ [633, 832, 804, 843]
paragraph: ΒΕΛΙΓΡΑΔΙΟΝ, 21. (Ρώυτερ). — Ὁ Γιουγκοσλάβος ὑπουργὸς Βιομηχανίας θὰ ἐπισκεφθῇ τὴν Ἡνωμένην Ἀραβικὴν Δημοκρατίαν κατόπιν προσκλήσεως. [425, 693, 617, 733]
column-center [630, 14, 1359, 2312]
paragraph: Ἡ ἐφημερὶς κατηγορεῖ τὰς δυτικὰς δυνάμεις ὅτι ὑποστηρίζουν τὴν Βελγικὴν ἐπέμβασιν. [1001, 1654, 1175, 1684]
paragraph: ΧΥΑΝΝΙΣ, Μασσαχουσέτη, 21. (Ἀσ. Πρὲς). — Ὁ ὑποψήφιος τοῦ Δημοκρατικοῦ Κόμματος διὰ τὴν Προεδρίαν κ. Κέννεντυ θὰ ἀρχίσῃ τὸν ἐκλογικὸν ἀγῶνα ἀπὸ τὰς νήσους Χαβάης. [425, 541, 617, 591]
subheading: Ο ΑΝΤΙΠΡΟΣΩΠΟΣ ΤΗΣ ΚΕΫΛΑΝΗΣ [634, 721, 803, 732]
paragraph: ΟΥΑΣΙΓΚΤΩΝ, 21. (Ρώυτερ). — Ὁ Ἀμερικανὸς ὑπουργὸς τῶν Ἐξωτερικῶν κ. Χέρτερ ἀμφεσβήτησεν ἐὰν ὁ πρωθυπουργὸς τοῦ Κογκὸ κ. Λουμούμπα ἐκφράζῃ τὴν γνώμην ὁλοκλήρου τοῦ λαοῦ τοῦ Κογκό. [630, 1187, 807, 1248]
headline: Ο ΓΙΟΥΓΚΟΣΛΑΒΟΣ ΥΠΟΥΡΓΟΣ ΒΙΟΜΗΧΑΝΙΑΣ ΘΑ ΜΕΤΑΒΗ ΕΙΣ Η.Α.Δ. [452, 655, 591, 694]
subheading: Η ΠΡΟΤΑΣΙΣ ΤΗΣ ΤΥΝΗΣΙΑΣ [651, 470, 786, 481]
paragraph: ΜΑΔΡΙΤΗ, 21. (Ἀσ. Πρὲς). — Τὸ ἀπόγευμα ἐσημειώθησαν ἐκρήξεις εἰς διαφόρους σημεῖα τῆς πόλεως χωρὶς νὰ ὑπάρξουν θύματα. [1373, 786, 1555, 826]
paragraph: Τὸ ὑπόμνημα τονίζει ὅτι τὸ κόστος ζωῆς ηὐξήθη σημαντικῶς κατὰ τὸ τελευταῖον ἑξάμηνον. [1373, 121, 1555, 151]
headline: ΑΝΕΧΩΡΗΣΕΝ Ο ΚΑΣΤΡΟ ΕΚ ΜΟΣΧΑΣ ΔΙΑ ΤΣΕΧΟΣΛΟΒΑΚΙΑΝ [1397, 579, 1531, 619]
masthead-title: ΜΑΚΕΔΟΝΙΑ [83, 19, 344, 59]
headline: ΤΟ ΔΗΜΟΤΙΚΟΝ ΣΥΜΒΟΥΛΙΟΝ [478, 1132, 564, 1160]
paragraph: Ἐκ τῆς ἀπεργίας, ἡ ὁποία θὰ διήρκει 48 ὥρας, ἐθίγοντο αἱ ἐργασίαι τῶν Καταστημάτων τῆς Ἐθνικῆς εἰς ὁλόκληρον τὴν χώραν. [16, 294, 209, 334]
lower-center-block [630, 1539, 1359, 2205]
paragraph: Ὁ ἀντιπρόσωπος τῆς Κεϋλάνης ὑπεστήριξε τὴν πρότασιν καὶ ἐζήτησε τὴν ἐνίσχυσιν τῆς δυνάμεως τῶν Ἡνωμένων Ἐθνῶν εἰς τὸ Κογκό. [630, 734, 807, 775]
headline-secondary: Ο κ. ΧΕΡΤΕΡ ΑΜΦΙΣΒΗΤΕΙ ΕΑΝ Ο ΛΟΥΜΟΥΜΠΑ [712, 864, 1277, 895]
paragraph: ΒΡΥΞΕΛΛΑΙ, 21. (Ἀσ. Πρὲς). — Χιλιάδες Βέλγων διεδήλωσαν σήμερον εἰς τὰς ὁδοὺς τῶν Βρυξελλῶν ζητοῦντες τὴν προστασίαν τῶν Βέλγων ὑπηκόων εἰς τὸ Κογκό. [630, 1077, 807, 1127]
paragraph: ΚΑΙΡΟΝ, 21. (Ρώυτερ). — Ὁ πρόεδρος τῆς Η.Α.Δ. κ. Γκαμὰλ Ἀμπντὲλ Νάσσερ ἐκφωνῶν λόγον ἐνώπιον τῆς πρώτης Ἐθνικῆς Συνελεύσεως ἀνέπτυξε τὴν πολιτικὴν τῆς χώρας του καὶ τὴν στάσιν της ἔναντι τῶν μεγάλων δυνάμεων. [16, 1101, 209, 1162]
column-left [16, 14, 412, 2312]
subheading: ΕΙΣ ΕΛΙΖΑΜΠΕΘΒΙΛ [671, 1737, 766, 1748]
paragraph: ΚΑΙΡΟΝ, 21. (Ρώυτερ). — Ὁ πρόεδρος τῆς Η.Α.Δ. κ. Γκαμὰλ Ἀμπντὲλ Νάσσερ ἐκφωνῶν λόγον ἐνώπιον τῆς πρώτης Ἐθνικῆς Συνελεύσεως ἀνέπτυξε τὴν πολιτικὴν τῆς χώρας του καὶ τὴν στάσιν της ἔναντι τῶν μεγάλων δυνάμεων. [219, 1101, 412, 1162]
subheading: ΦΑ ΑΝΤΙΔΡΑΣΟΥΝ [674, 1253, 762, 1263]
paragraph: ΠΑΡΙΣΙΟΙ, 21. (Ἀσ. Πρὲς). — Ἡ Γαλλικὴ Κυβέρνησις ἐξέφρασε τὴν ἀνησυχίαν της διὰ τὴν ἐξέλιξιν τῶν γεγονότων εἰς τὴν Κεντρικὴν Ἀφρικήν. [630, 1265, 807, 1306]
paragraph: ΛΟΣ ΑΝΤΖΕΛΕΣ, 21. (Ρώυτερ). — Τριάκοντα μία οἰκίαι τοῦ Συγκροτήματος Μπὲλ Ἔρ κατεστράφησαν ἐκ πυρκαγιῶν αἱ ὁποῖαι ἐξερράγησαν εἰς τὰς ἐκτὸς τῆς πόλεως περιοχάς. [425, 157, 617, 208]
headline: ΑΙ ΓΚΡΟΝΚΙ ΣΥΝΕΧΙΖΕΙ ΤΑΣ ΣΥΝΟΜΙΛΙΑΣ ΤΟΥ ΔΙΑ ΤΟΝ ΣΧΗΜΑΤΙΣΜΟΝ ΝΕΑΣ ΚΥΒΕΡΝΗΣΕΩΣ [1391, 378, 1538, 430]
subheading: Η ΡΩΣΣΙΚΗ ΑΕΡΟΠΛΑΝΑ [659, 1410, 778, 1421]
byline: ΚΛΑΝΤ ΚΟΥΚ [141, 667, 205, 677]
headline: Η ΔΙΕΝΕΞΙΣ ΕΙΣ ΚΟΓΚΟ ΘΑ ΑΠΑΙΤΗΣΗ [1039, 1538, 1321, 1558]
headline-secondary: Ο ΠΑΝΙΚΟΣ ΚΑΤΕΧΕΙ ΠΑΝΤΟΤΕ ΤΟΥΣ ΛΕΥΚΟΥΣ ΑΠΟΙΚΟΥΣ [733, 1476, 1256, 1531]
paragraph: Τὸ κύριον αἴτημα τῆς Κυβερνήσεως τοῦ Κογκὸ εἶναι ἡ ἄμεσος ἀποχώρησις τῶν ξένων στρατευμάτων καὶ ἡ ἀποκατάστασις τῆς ἐδαφικῆς ἀκεραιότητος τῆς χώρας. [630, 614, 807, 665]
headline: ΝΕΑΙ ΔΙΑΝΕΜΗΣΕΙΣ ΠΡΟΣ ΚΑΤΑΠΟΛΕΜΗΣΙΝ ΤΟΥ ΔΑΚΟΥ ΤΗΣ ΕΛΑΙΑΣ [453, 820, 590, 860]
headline: ΚΑΤΑ ΤΗΝ «ΠΡΑΒΔΑ» ΤΗΣ ΜΟΣΧΑΣ [1045, 1556, 1315, 1576]
